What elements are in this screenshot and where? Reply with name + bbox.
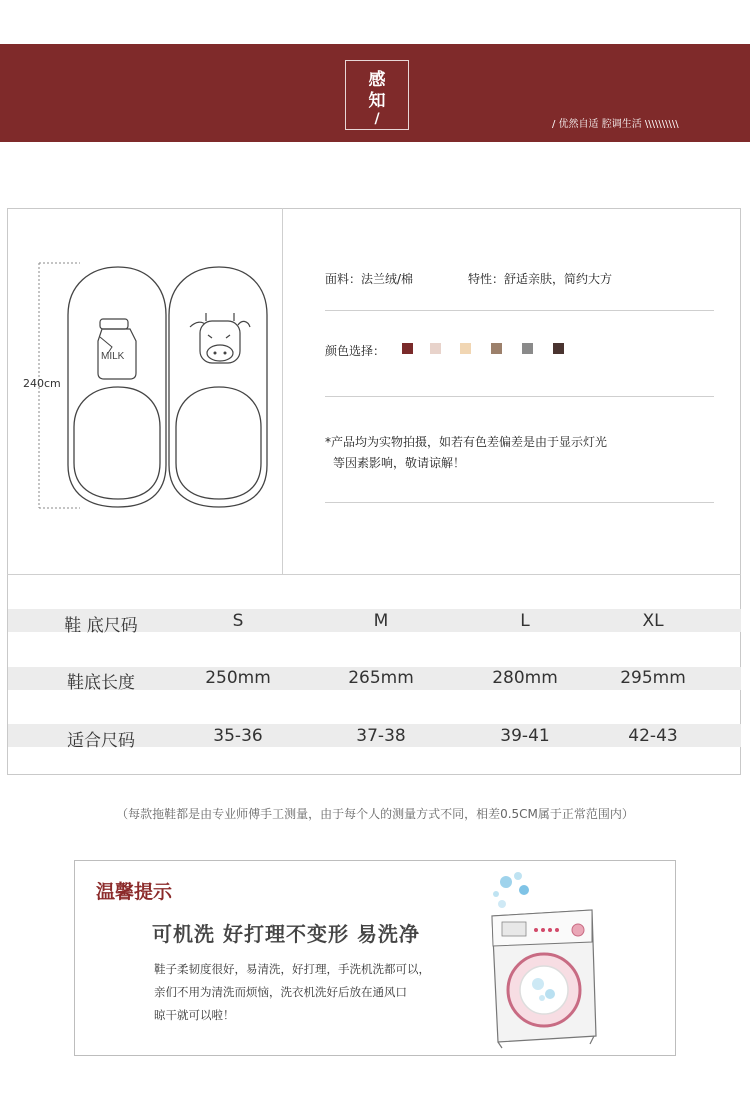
washing-machine-icon [480, 870, 610, 1050]
table-cell: M [373, 611, 389, 631]
row-label: 鞋底长度 [67, 673, 135, 693]
milk-label: MILK [101, 351, 125, 362]
table-cell: S [232, 611, 244, 631]
table-cell: 42-43 [628, 726, 678, 746]
separator [325, 310, 714, 311]
right-slipper [169, 267, 267, 507]
left-slipper [68, 267, 166, 507]
tagline: / 优然自适 腔调生活 \\\\\\\\\\ [552, 119, 679, 130]
table-cell: L [520, 611, 530, 631]
slipper-illustration [30, 255, 280, 515]
table-cell: 250mm [205, 668, 271, 688]
separator [325, 396, 714, 397]
tips-body-line-2: 亲们不用为清洗而烦恼，洗衣机洗好后放在通风口 [154, 985, 407, 999]
tips-title: 温馨提示 [96, 881, 173, 903]
color-swatch[interactable] [491, 343, 502, 354]
title-line-1: 感 [368, 70, 386, 90]
title-mark: / [374, 111, 380, 127]
color-swatch[interactable] [522, 343, 533, 354]
color-swatch[interactable] [553, 343, 564, 354]
tips-headline: 可机洗 好打理不变形 易洗净 [152, 922, 420, 946]
color-label: 颜色选择： [325, 344, 386, 358]
table-cell: 37-38 [356, 726, 406, 746]
row-label: 鞋 底尺码 [64, 616, 138, 636]
title-line-2: 知 [368, 91, 386, 111]
length-label: 240cm [23, 377, 61, 390]
tips-body-line-1: 鞋子柔韧度很好，易清洗，好打理，手洗机洗都可以， [154, 962, 430, 976]
table-cell: XL [642, 611, 664, 631]
fabric-text: 面料：法兰绒/棉 [325, 272, 414, 286]
panel-divider-horizontal [7, 574, 741, 575]
notice-line-2: 等因素影响，敬请谅解！ [333, 456, 466, 470]
notice-line-1: *产品均为实物拍摄，如若有色差偏差是由于显示灯光 [325, 435, 608, 449]
panel-divider-vertical [282, 208, 283, 574]
row-label: 适合尺码 [67, 731, 135, 751]
separator [325, 502, 714, 503]
color-swatch[interactable] [430, 343, 441, 354]
table-cell: 35-36 [213, 726, 263, 746]
table-cell: 39-41 [500, 726, 550, 746]
table-cell: 295mm [620, 668, 686, 688]
table-cell: 265mm [348, 668, 414, 688]
color-swatch[interactable] [460, 343, 471, 354]
table-cell: 280mm [492, 668, 558, 688]
feature-text: 特性：舒适亲肤，简约大方 [468, 272, 613, 286]
section-title [345, 60, 409, 130]
measure-note: （每款拖鞋都是由专业师傅手工测量，由于每个人的测量方式不同，相差0.5CM属于正常范围内） [116, 807, 634, 821]
color-swatch[interactable] [402, 343, 413, 354]
tips-body-line-3: 晾干就可以啦！ [154, 1008, 235, 1022]
